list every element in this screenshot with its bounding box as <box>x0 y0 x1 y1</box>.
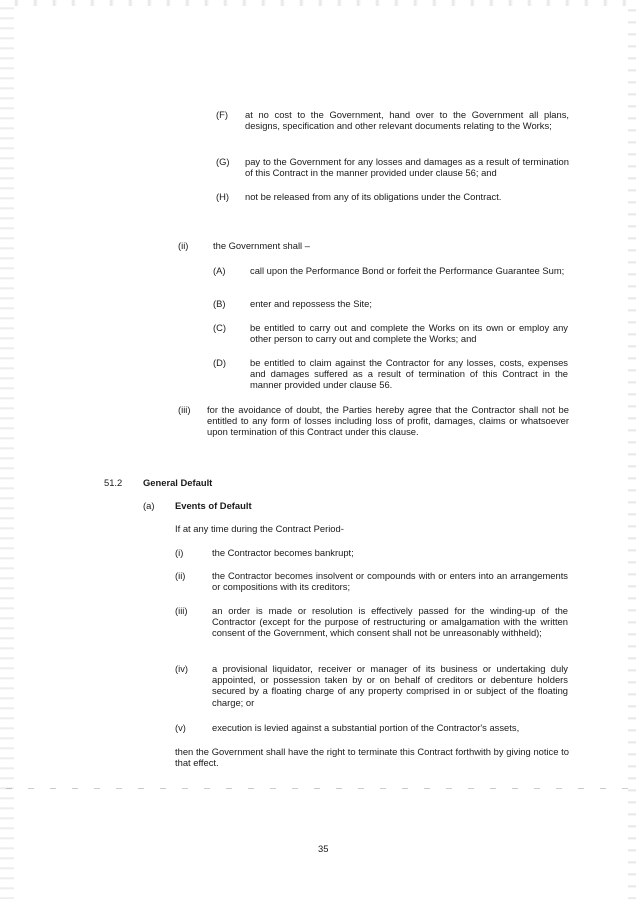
event-text-i: the Contractor becomes bankrupt; <box>212 547 354 558</box>
section-iii-text: for the avoidance of doubt, the Parties hereby agree that the Contractor shall not be entitled to any form of losses including loss of profit, damages, claims or whatsoever upon termination of this Contract under this clause. <box>207 404 569 438</box>
scan-top-edge <box>0 0 636 6</box>
item-label-g: (G) <box>216 156 230 167</box>
item-label-a: (A) <box>213 265 226 276</box>
section-ii-label: (ii) <box>178 240 189 251</box>
item-label-h: (H) <box>216 191 230 202</box>
item-label-b: (B) <box>213 298 226 309</box>
item-text-b: enter and repossess the Site; <box>250 298 372 309</box>
section-iii-label: (iii) <box>178 404 191 415</box>
closing-paragraph: then the Government shall have the right to terminate this Contract forthwith by giving notice to that effect. <box>175 746 569 769</box>
item-text-c: be entitled to carry out and complete the Works on its own or employ any other person to carry out and complete the Works; and <box>250 322 568 345</box>
scan-left-edge <box>0 0 14 899</box>
clause-number: 51.2 <box>104 477 123 488</box>
item-label-c: (C) <box>213 322 227 333</box>
event-text-v: execution is levied against a substantial portion of the Contractor's assets, <box>212 722 520 733</box>
event-label-i: (i) <box>175 547 184 558</box>
scan-right-edge <box>628 0 636 899</box>
scan-artifact-line <box>6 788 628 789</box>
clause-title: General Default <box>143 477 213 488</box>
section-ii-text: the Government shall – <box>213 240 310 251</box>
events-intro: If at any time during the Contract Period- <box>175 523 344 534</box>
event-text-iii: an order is made or resolution is effectively passed for the winding-up of the Contractor (except for the purpose of restructuring or amalgamation with the written consent of the Government, which consent shall not be unreasonably withheld); <box>212 605 568 639</box>
event-label-ii: (ii) <box>175 570 186 581</box>
page-number: 35 <box>318 843 329 854</box>
item-text-h: not be released from any of its obligations under the Contract. <box>245 191 502 202</box>
sub-a-label: (a) <box>143 500 155 511</box>
event-label-iv: (iv) <box>175 663 189 674</box>
item-label-d: (D) <box>213 357 227 368</box>
item-text-d: be entitled to claim against the Contractor for any losses, costs, expenses and damages suffered as a result of termination of this Contract in the manner provided under clause 56. <box>250 357 568 391</box>
item-label-f: (F) <box>216 109 228 120</box>
item-text-g: pay to the Government for any losses and damages as a result of termination of this Contract in the manner provided under clause 56; and <box>245 156 569 179</box>
event-label-iii: (iii) <box>175 605 188 616</box>
event-text-iv: a provisional liquidator, receiver or manager of its business or undertaking duly appointed, or possession taken by or on behalf of creditors or debenture holders secured by a floating charge of any property comprised in or subject of the floating charge; or <box>212 663 568 708</box>
event-label-v: (v) <box>175 722 186 733</box>
item-text-f: at no cost to the Government, hand over to the Government all plans, designs, specification and other relevant documents relating to the Works; <box>245 109 569 132</box>
event-text-ii: the Contractor becomes insolvent or compounds with or enters into an arrangements or compositions with its creditors; <box>212 570 568 593</box>
sub-a-title: Events of Default <box>175 500 252 511</box>
item-text-a: call upon the Performance Bond or forfeit the Performance Guarantee Sum; <box>250 265 565 276</box>
